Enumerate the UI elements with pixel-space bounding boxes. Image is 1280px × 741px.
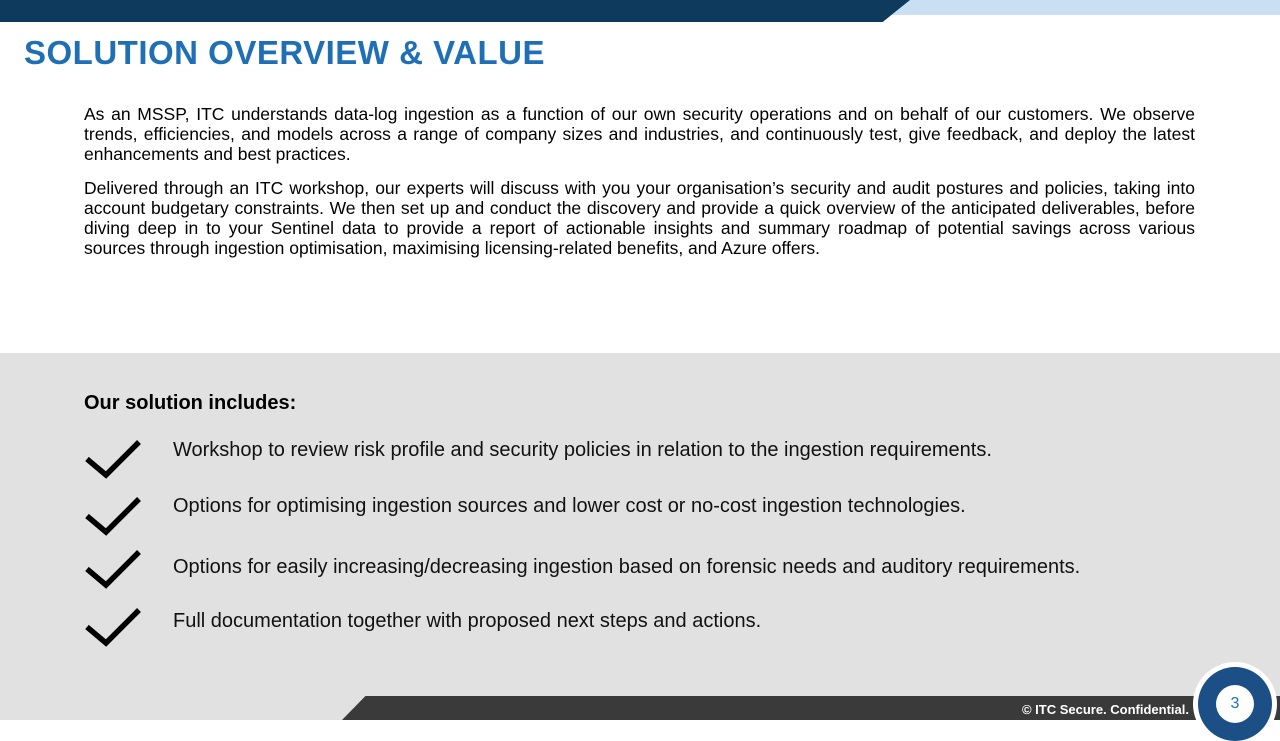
top-accent-bar-light bbox=[880, 0, 1280, 15]
check-icon bbox=[84, 496, 142, 536]
feature-text: Options for easily increasing/decreasing ingestion based on forensic needs and auditory requirements. bbox=[173, 556, 1081, 578]
page-number: 3 bbox=[1216, 685, 1254, 723]
feature-item-workshop bbox=[84, 439, 1234, 479]
feature-text: Full documentation together with proposed next steps and actions. bbox=[173, 610, 762, 632]
feature-text: Workshop to review risk profile and security policies in relation to the ingestion requirements. bbox=[173, 439, 992, 461]
intro-paragraph-2: Delivered through an ITC workshop, our experts will discuss with you your organisation’s security and audit postures and policies, taking into account budgetary constraints. We then set up and conduct the discovery and provide a quick overview of the anticipated deliverables, before diving deep in to your Sentinel data to provide a report of actionable insights and summary roadmap of potential savings across various sources through ingestion optimisation, maximising licensing-related benefits, and Azure offers. bbox=[84, 178, 1195, 258]
slide-title: SOLUTION OVERVIEW & VALUE bbox=[24, 34, 545, 71]
feature-item-scaling bbox=[84, 549, 1234, 589]
feature-item-documentation bbox=[84, 607, 1234, 647]
solution-heading: Our solution includes: bbox=[84, 392, 297, 414]
feature-text: Options for optimising ingestion sources and lower cost or no-cost ingestion technologies. bbox=[173, 495, 966, 517]
intro-paragraph-1: As an MSSP, ITC understands data-log ingestion as a function of our own security operations and on behalf of our customers. We observe trends, efficiencies, and models across a range of company sizes and industries, and continuously test, give feedback, and deploy the latest enhancements and best practices. bbox=[84, 104, 1195, 164]
check-icon bbox=[84, 607, 142, 647]
check-icon bbox=[84, 439, 142, 479]
feature-item-optimising bbox=[84, 496, 1234, 536]
check-icon bbox=[84, 549, 142, 589]
intro-section bbox=[84, 104, 1195, 272]
top-accent-bar-dark bbox=[0, 0, 910, 22]
footer-copyright: © ITC Secure. Confidential. bbox=[1021, 702, 1189, 717]
